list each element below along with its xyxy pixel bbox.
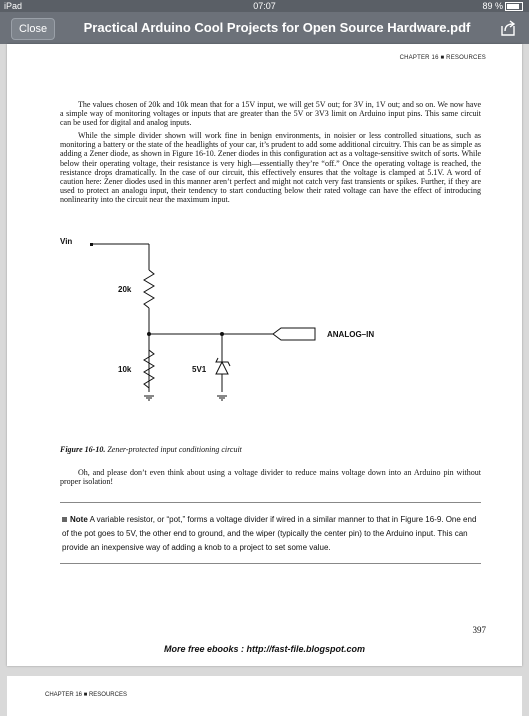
note-body: A variable resistor, or “pot,” forms a voltage divider if wired in a similar manner to that in Figure 16-9. One end of the pot goes to 5V, the other end to ground, and the wiper (typically the center pin) to the Arduino input. This can provide an inexpensive way of adding a knob to a project to set some value.	[62, 515, 477, 552]
share-icon[interactable]	[499, 20, 517, 36]
paragraph-3: Oh, and please don’t even think about using a voltage divider to reduce mains voltage down into an Arduino pin without proper isolation!	[60, 468, 481, 487]
close-button[interactable]: Close	[11, 18, 55, 40]
note-label: Note	[70, 515, 88, 524]
vin-label: Vin	[60, 237, 73, 246]
paragraph-2: While the simple divider shown will work fine in benign environments, in noisier or less controlled situations, such as monitoring a battery or the state of the headlights of your car, it’s prudent to add some additional circuitry. This can be as simple as adding a Zener diode, as shown in Figure 16-10. Zener diodes in this configuration act as a voltage-sensitive switch of sorts. While below their operating voltage, their resistance is very high—essentially they’re “off.” Once the operating voltage is reached, the resistance drops dramatically. In the case of our circuit, this effectively ensures that the voltage is clamped at 5.1V. A word of caution here: Zener diodes used in this manner aren’t perfect and might not catch very fast transients or spikes. Further, if they are used to protect an analogu input, their tendency to start conducting below their rated voltage can have the effect of introducing nonlinearity into the circuit near the maximum input.	[60, 131, 481, 205]
note-text-block	[62, 513, 480, 555]
footer-link[interactable]: More free ebooks : http://fast-file.blogspot.com	[163, 644, 365, 654]
running-head: CHAPTER 16 ■ RESOURCES	[45, 692, 127, 698]
zener-label: 5V1	[192, 365, 207, 374]
note-box	[60, 502, 481, 564]
page-number: 397	[472, 625, 486, 635]
paragraph-1: The values chosen of 20k and 10k mean that for a 15V input, we will get 5V out; for 3V in, 1V out; and so on. We now have a simple way of monitoring voltages or inputs that are greater than the 5V or 3V3 limit on Arduino input pins. This same circuit can be used for digital and analog inputs.	[60, 100, 481, 128]
zener-circuit-diagram	[60, 232, 390, 437]
analog-in-label: ANALOG–IN	[327, 330, 375, 339]
battery-indicator	[482, 0, 523, 12]
vin-terminal	[90, 243, 93, 246]
caption-label: Figure 16-10.	[60, 445, 106, 454]
zener-diode	[216, 362, 228, 374]
device-label: iPad	[4, 1, 23, 11]
figure-caption	[60, 445, 242, 454]
resistor-20k	[144, 270, 154, 308]
document-title: Practical Arduino Cool Projects for Open Source Hardware.pdf	[83, 20, 471, 35]
ground-icon	[217, 396, 227, 400]
pdf-page[interactable]	[7, 44, 522, 666]
clock: 07:07	[253, 1, 276, 11]
battery-percent: 89 %	[482, 1, 503, 11]
ground-icon	[144, 396, 154, 400]
nav-bar	[0, 12, 529, 44]
battery-icon	[505, 2, 523, 11]
caption-text: Zener-protected input conditioning circuit	[107, 445, 242, 454]
r1-label: 20k	[118, 285, 132, 294]
status-bar	[0, 0, 529, 12]
next-pdf-page[interactable]	[7, 676, 522, 716]
note-bullet-icon	[62, 517, 67, 522]
analog-in-connector	[273, 328, 315, 340]
running-head: CHAPTER 16 ■ RESOURCES	[399, 55, 486, 61]
r2-label: 10k	[118, 365, 132, 374]
